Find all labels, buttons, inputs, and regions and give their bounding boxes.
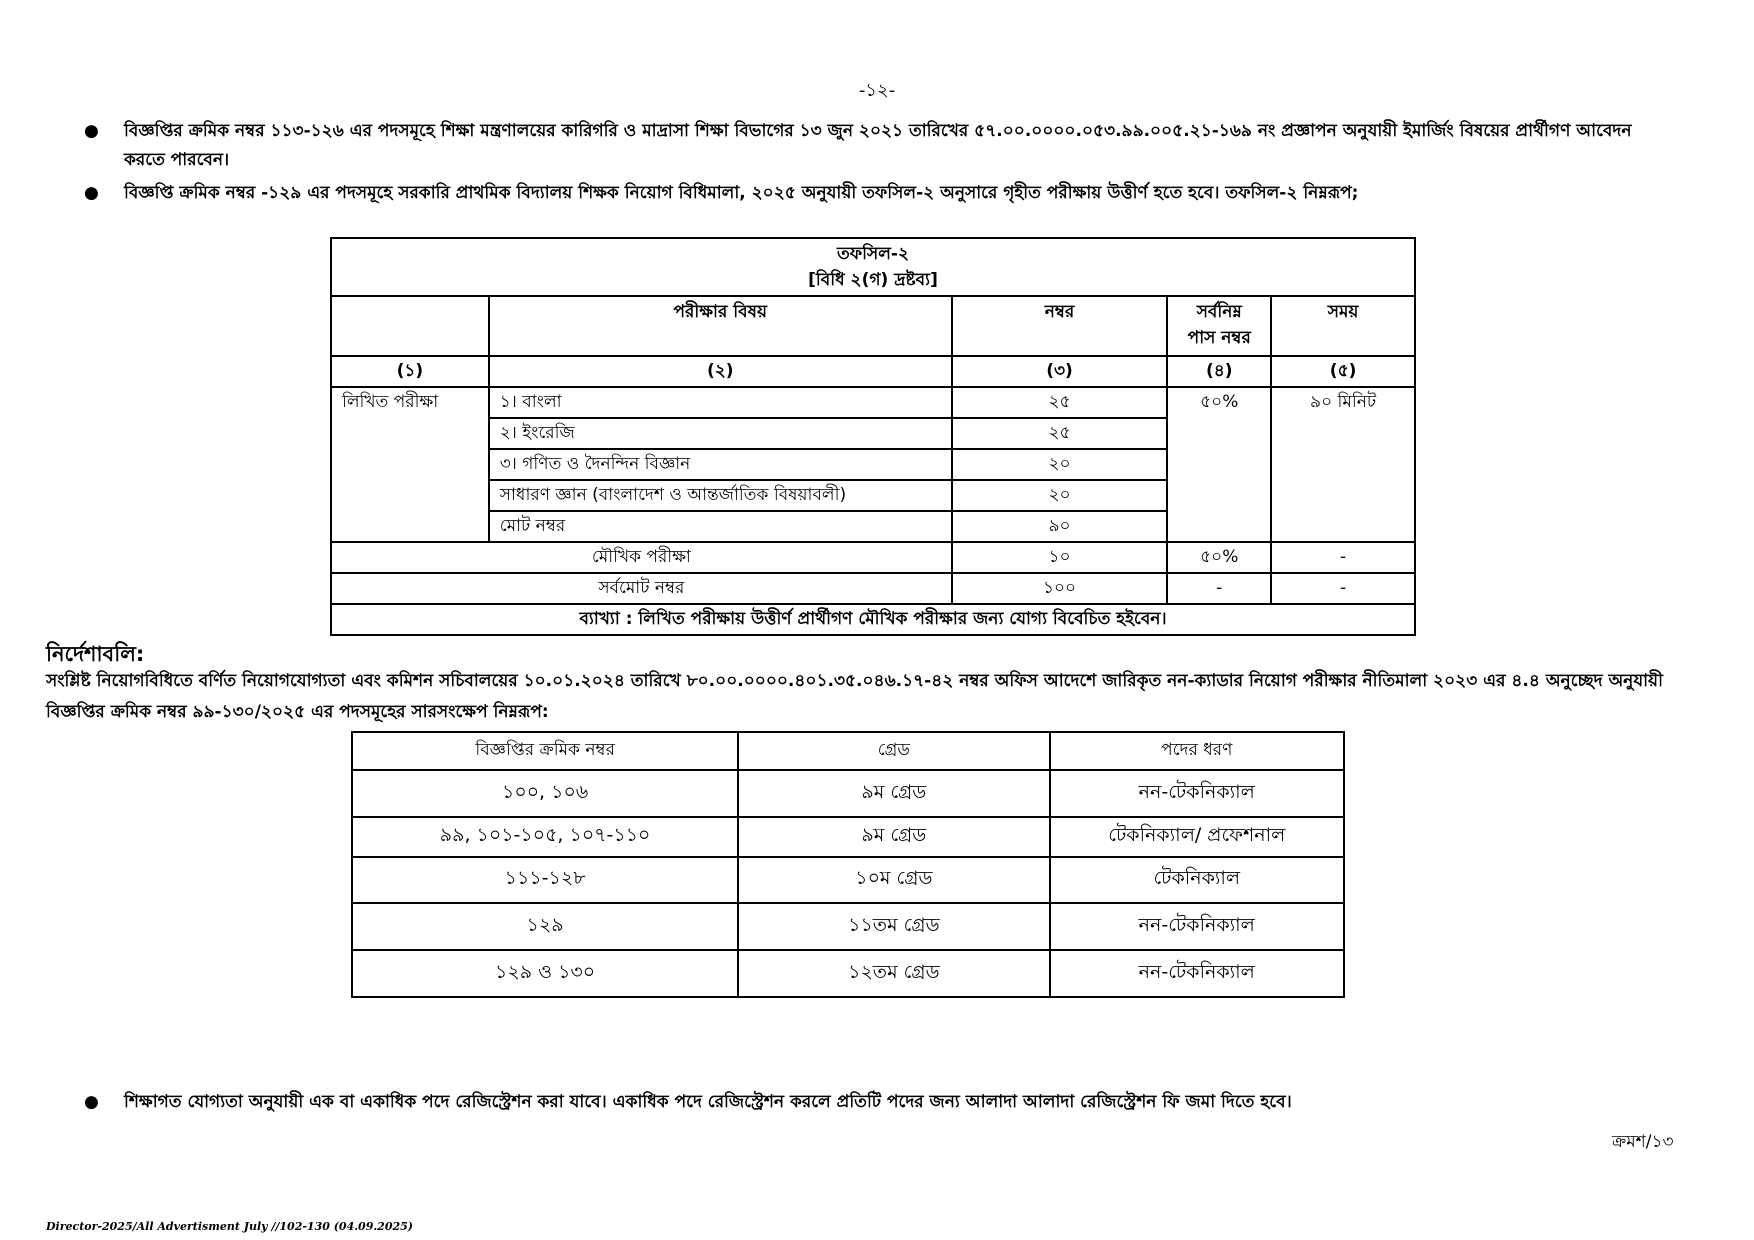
grade-cell: ৯ম গ্রেড xyxy=(738,817,1049,857)
total-pass: - xyxy=(1167,573,1271,604)
header-marks: নম্বর xyxy=(952,296,1168,356)
col-number: (১) xyxy=(331,356,489,387)
written-time-cell: ৯০ মিনিট xyxy=(1271,387,1415,542)
page-number: -১২- xyxy=(858,80,896,101)
bullet-text: শিক্ষাগত যোগ্যতা অনুযায়ী এক বা একাধিক পদে রেজিস্ট্রেশন করা যাবে। একাধিক পদে রেজিস্ট্রেশন করলে প্রতিটি পদের জন্য আলাদা আলাদা রেজিস্ট্রেশন ফি জমা দিতে হবে। xyxy=(124,1092,1292,1112)
header-min-pass-line2: পাস নম্বর xyxy=(1187,328,1251,348)
type-cell: টেকনিক্যাল/ প্রফেশনাল xyxy=(1050,817,1345,857)
schedule-table-title xyxy=(331,238,1415,296)
schedule-note: ব্যাখ্যা : লিখিত পরীক্ষায় উত্তীর্ণ প্রার্থীগণ মৌখিক পরীক্ষার জন্য যোগ্য বিবেচিত হইবেন। xyxy=(331,604,1415,635)
marks-cell: ২৫ xyxy=(952,418,1168,449)
total-marks-label: সর্বমোট নম্বর xyxy=(331,573,952,604)
bullet-icon: ● xyxy=(84,183,99,203)
footer-reference: Director-2025/All Advertisment July //102-130 (04.09.2025) xyxy=(46,1220,414,1233)
header-blank xyxy=(331,296,489,356)
col-number: (৩) xyxy=(952,356,1168,387)
bullet-text: বিজ্ঞপ্তি ক্রমিক নম্বর -১২৯ এর পদসমূহে সরকারি প্রাথমিক বিদ্যালয় শিক্ষক নিয়োগ বিধিমালা, ২০২৫ অনুযায়ী তফসিল-২ অনুসারে গৃহীত পরীক্ষায় উত্তীর্ণ হতে হবে। তফসিল-২ নিম্নরূপ; xyxy=(124,183,1359,203)
marks-cell: ৯০ xyxy=(952,511,1168,542)
type-cell: নন-টেকনিক্যাল xyxy=(1050,770,1345,817)
serial-cell: ৯৯, ১০১-১০৫, ১০৭-১১০ xyxy=(352,817,738,857)
header-subject: পরীক্ষার বিষয় xyxy=(489,296,952,356)
bullet-item xyxy=(84,1088,1674,1117)
total-marks: ১০০ xyxy=(952,573,1168,604)
total-time: - xyxy=(1271,573,1415,604)
schedule-subtitle: [বিধি ২(গ) দ্রষ্টব্য] xyxy=(808,270,938,290)
written-pass-cell: ৫০% xyxy=(1167,387,1271,542)
bullet-icon: ● xyxy=(84,1092,99,1112)
subject-cell: ১। বাংলা xyxy=(489,387,952,418)
table-row xyxy=(352,950,1344,997)
table-row xyxy=(352,770,1344,817)
instructions-text: সংশ্লিষ্ট নিয়োগবিধিতে বর্ণিত নিয়োগযোগ্যতা এবং কমিশন সচিবালয়ের ১০.০১.২০২৪ তারিখে ৮০.০০.০০০০.৪০১.৩৫.০৪৬.১৭-৪২ নম্বর অফিস আদেশে জারিকৃত নন-ক্যাডার নিয়োগ পরীক্ষার নীতিমালা ২০২৩ এর ৪.৪ অনুচ্ছেদ অনুযায়ী বিজ্ঞপ্তির ক্রমিক নম্বর ৯৯-১৩০/২০২৫ এর পদসমূহের সারসংক্ষেপ নিম্নরূপ: xyxy=(46,671,1663,722)
instructions-heading: নির্দেশাবলি: xyxy=(46,642,145,666)
type-cell: নন-টেকনিক্যাল xyxy=(1050,950,1345,997)
grade-header-grade: গ্রেড xyxy=(738,732,1049,770)
table-row xyxy=(352,857,1344,903)
oral-pass: ৫০% xyxy=(1167,542,1271,573)
subject-cell: সাধারণ জ্ঞান (বাংলাদেশ ও আন্তর্জাতিক বিষয়াবলী) xyxy=(489,480,952,511)
oral-time: - xyxy=(1271,542,1415,573)
header-time: সময় xyxy=(1271,296,1415,356)
serial-cell: ১২৯ ও ১৩০ xyxy=(352,950,738,997)
grade-cell: ১২তম গ্রেড xyxy=(738,950,1049,997)
schedule-table xyxy=(330,237,1416,636)
header-min-pass xyxy=(1167,296,1271,356)
grade-cell: ৯ম গ্রেড xyxy=(738,770,1049,817)
written-exam-label: লিখিত পরীক্ষা xyxy=(331,387,489,542)
grade-header-serial: বিজ্ঞপ্তির ক্রমিক নম্বর xyxy=(352,732,738,770)
grade-table xyxy=(351,731,1345,998)
col-number: (৪) xyxy=(1167,356,1271,387)
subject-cell: ২। ইংরেজি xyxy=(489,418,952,449)
col-number: (২) xyxy=(489,356,952,387)
marks-cell: ২০ xyxy=(952,449,1168,480)
col-number: (৫) xyxy=(1271,356,1415,387)
subject-cell: মোট নম্বর xyxy=(489,511,952,542)
oral-marks: ১০ xyxy=(952,542,1168,573)
bullet-item xyxy=(84,179,1674,208)
continued-note: ক্রমশ/১৩ xyxy=(1612,1132,1674,1152)
marks-cell: ২৫ xyxy=(952,387,1168,418)
grade-cell: ১১তম গ্রেড xyxy=(738,903,1049,950)
schedule-title: তফসিল-২ xyxy=(836,244,910,264)
serial-cell: ১০০, ১০৬ xyxy=(352,770,738,817)
serial-cell: ১২৯ xyxy=(352,903,738,950)
bullet-icon: ● xyxy=(84,121,99,141)
bullet-text: বিজ্ঞপ্তির ক্রমিক নম্বর ১১৩-১২৬ এর পদসমূহে শিক্ষা মন্ত্রণালয়ের কারিগরি ও মাদ্রাসা শিক্ষা বিভাগের ১৩ জুন ২০২১ তারিখের ৫৭.০০.০০০০.০৫৩.৯৯.০০৫.২১-১৬৯ নং প্রজ্ঞাপন অনুযায়ী ইমার্জিং বিষয়ের প্রার্থীগণ আবেদন করতে পারবেন। xyxy=(124,121,1632,170)
bullet-item xyxy=(84,117,1674,175)
serial-cell: ১১১-১২৮ xyxy=(352,857,738,903)
table-row xyxy=(352,903,1344,950)
type-cell: নন-টেকনিক্যাল xyxy=(1050,903,1345,950)
table-row xyxy=(352,817,1344,857)
type-cell: টেকনিক্যাল xyxy=(1050,857,1345,903)
grade-cell: ১০ম গ্রেড xyxy=(738,857,1049,903)
grade-header-type: পদের ধরণ xyxy=(1050,732,1345,770)
oral-exam-label: মৌখিক পরীক্ষা xyxy=(331,542,952,573)
header-min-pass-line1: সর্বনিম্ন xyxy=(1196,302,1242,322)
marks-cell: ২০ xyxy=(952,480,1168,511)
subject-cell: ৩। গণিত ও দৈনন্দিন বিজ্ঞান xyxy=(489,449,952,480)
